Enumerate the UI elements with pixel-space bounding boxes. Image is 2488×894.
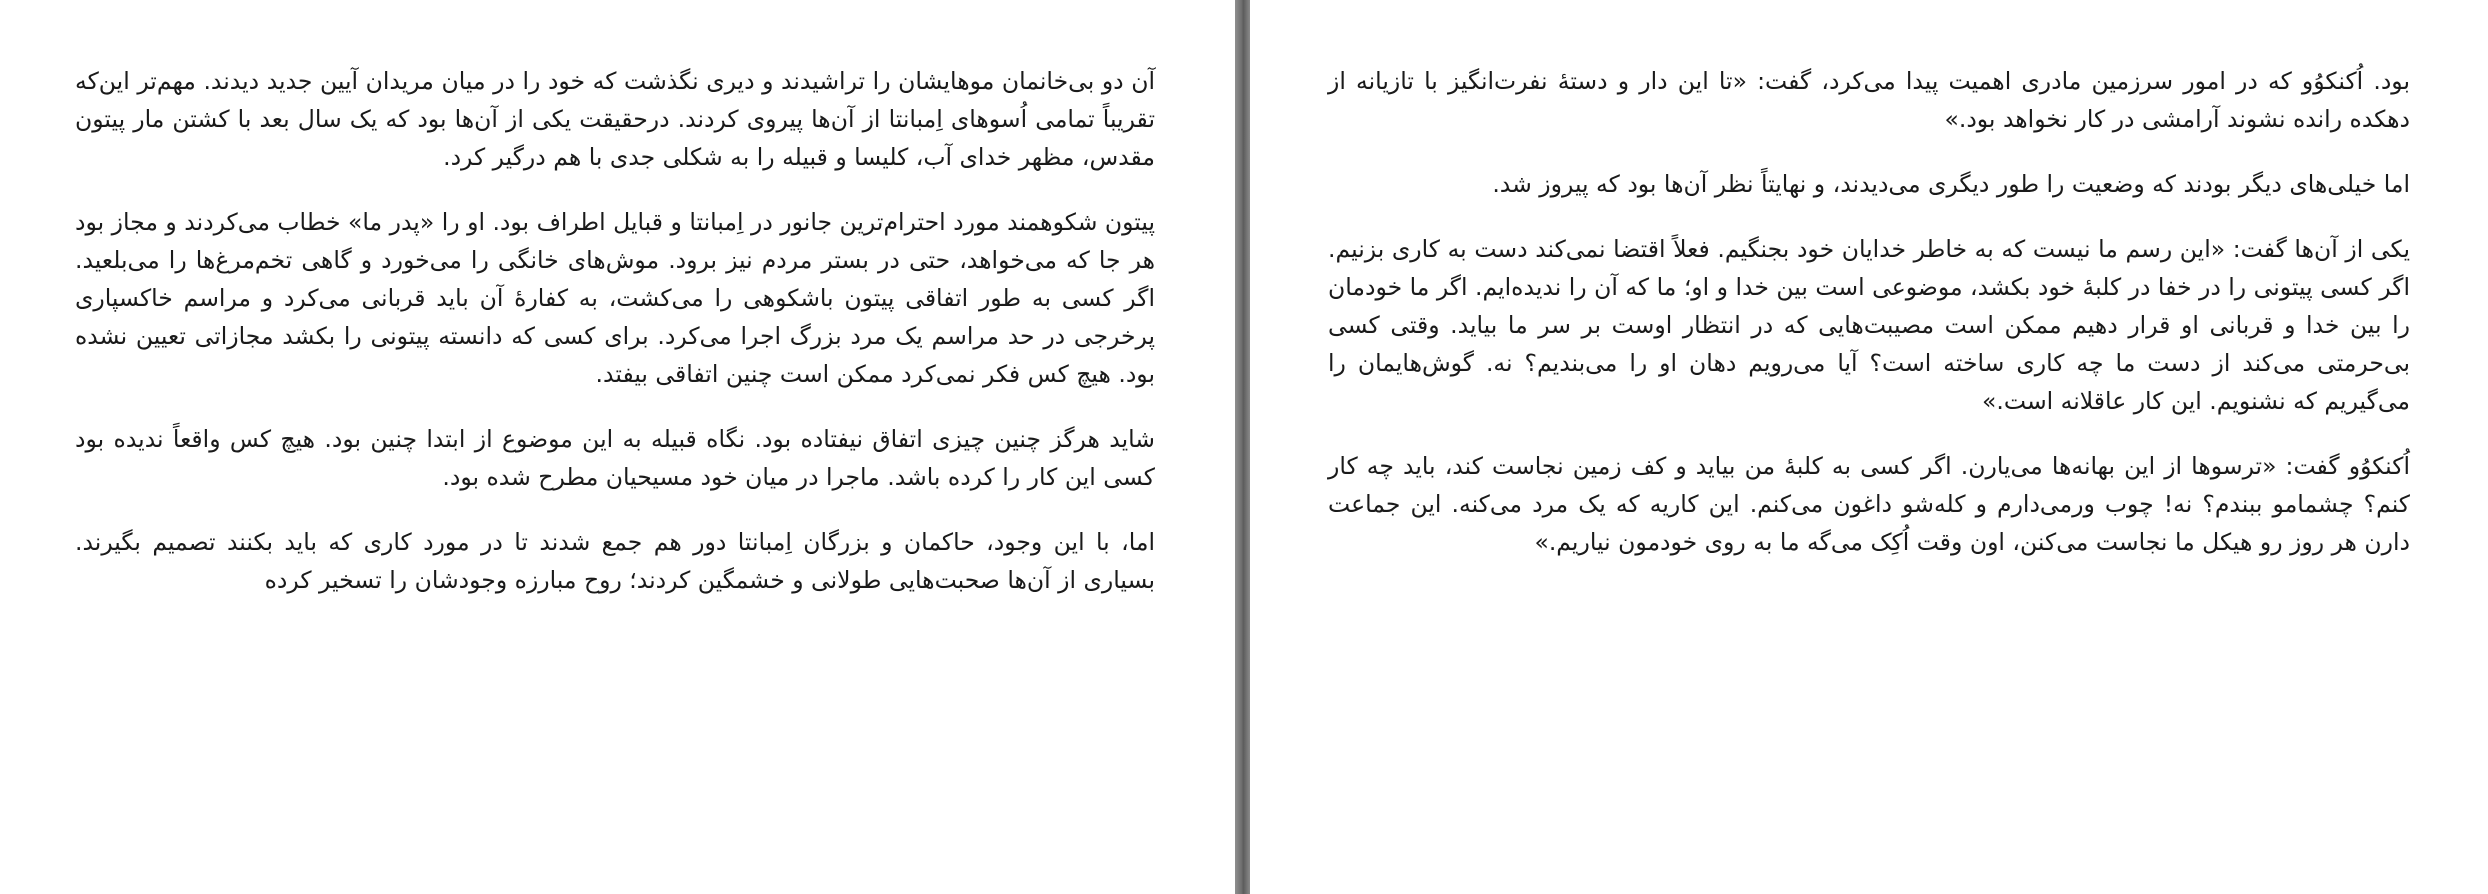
left-page-text	[75, 62, 1155, 626]
right-page	[1250, 0, 2488, 894]
paragraph: آن دو بی‌خانمان موهایشان را تراشیدند و دیری نگذشت که خود را در میان مریدان آیین جدید دیدند. مهم‌تر این‌که تقریباً تمامی اُسوهای اِمبانتا از آن‌ها پیروی کردند. درحقیقت یکی از آن‌ها بود که یک سال بعد با کشتن مار پیتون مقدس، مظهر خدای آب، کلیسا و قبیله را به شکلی جدی با هم درگیر کرد.	[75, 67, 1155, 171]
paragraph: یکی از آن‌ها گفت: «این رسم ما نیست که به خاطر خدایان خود بجنگیم. فعلاً اقتضا نمی‌کند دست به کاری بزنیم. اگر کسی پیتونی را در خفا در کلبهٔ خود بکشد، موضوعی است بین خدا و او؛ ما که آن را ندیده‌ایم. اگر ما خودمان را بین خدا و قربانی او قرار دهیم ممکن است مصیبت‌هایی که در انتظار اوست بر سر ما بیاید. وقتی کسی بی‌حرمتی می‌کند از دست ما چه کاری ساخته است؟ آیا می‌رویم دهان او را می‌بندیم؟ نه. گوش‌هایمان را می‌گیریم که نشنویم. این کار عاقلانه است.»	[1328, 235, 2410, 415]
page-gutter-divider	[1235, 0, 1250, 894]
paragraph: بود. اُکنکوُو که در امور سرزمین مادری اهمیت پیدا می‌کرد، گفت: «تا این دار و دستهٔ نفرت‌انگیز با تازیانه از دهکده رانده نشوند آرامشی در کار نخواهد بود.»	[1328, 67, 2410, 133]
left-page	[0, 0, 1235, 894]
paragraph: اما خیلی‌های دیگر بودند که وضعیت را طور دیگری می‌دیدند، و نهایتاً نظر آن‌ها بود که پیروز شد.	[1492, 170, 2410, 198]
paragraph: اما، با این وجود، حاکمان و بزرگان اِمبانتا دور هم جمع شدند تا در مورد کاری که باید بکنند تصمیم بگیرند. بسیاری از آن‌ها صحبت‌هایی طولانی و خشمگین کردند؛ روح مبارزه وجودشان را تسخیر کرده	[75, 528, 1155, 594]
paragraph: اُکنکوُو گفت: «ترسوها از این بهانه‌ها می‌یارن. اگر کسی به کلبهٔ من بیاید و کف زمین نجاست کند، باید چه کار کنم؟ چشمامو ببندم؟ نه! چوب ورمی‌دارم و کله‌شو داغون می‌کنم. این کاریه که یک مرد می‌کنه. این جماعت دارن هر روز رو هیکل ما نجاست می‌کنن، اون وقت اُکِک می‌گه ما به روی خودمون نیاریم.»	[1328, 452, 2410, 556]
right-page-text	[1328, 62, 2410, 588]
paragraph: پیتون شکوهمند مورد احترام‌ترین جانور در اِمبانتا و قبایل اطراف بود. او را «پدر ما» خطاب می‌کردند و مجاز بود هر جا که می‌خواهد، حتی در بستر مردم نیز برود. موش‌های خانگی را می‌خورد و گاهی تخم‌مرغ‌ها را می‌بلعید. اگر کسی به طور اتفاقی پیتون باشکوهی را می‌کشت، به کفارهٔ آن باید قربانی می‌کرد و مراسم خاکسپاری پرخرجی در حد مراسم یک مرد بزرگ اجرا می‌کرد. برای کسی که دانسته پیتونی را بکشد مجازاتی تعیین نشده بود. هیچ کس فکر نمی‌کرد ممکن است چنین اتفاقی بیفتد.	[75, 208, 1155, 388]
paragraph: شاید هرگز چنین چیزی اتفاق نیفتاده بود. نگاه قبیله به این موضوع از ابتدا چنین بود. هیچ کس واقعاً ندیده بود کسی این کار را کرده باشد. ماجرا در میان خود مسیحیان مطرح شده بود.	[75, 425, 1155, 491]
